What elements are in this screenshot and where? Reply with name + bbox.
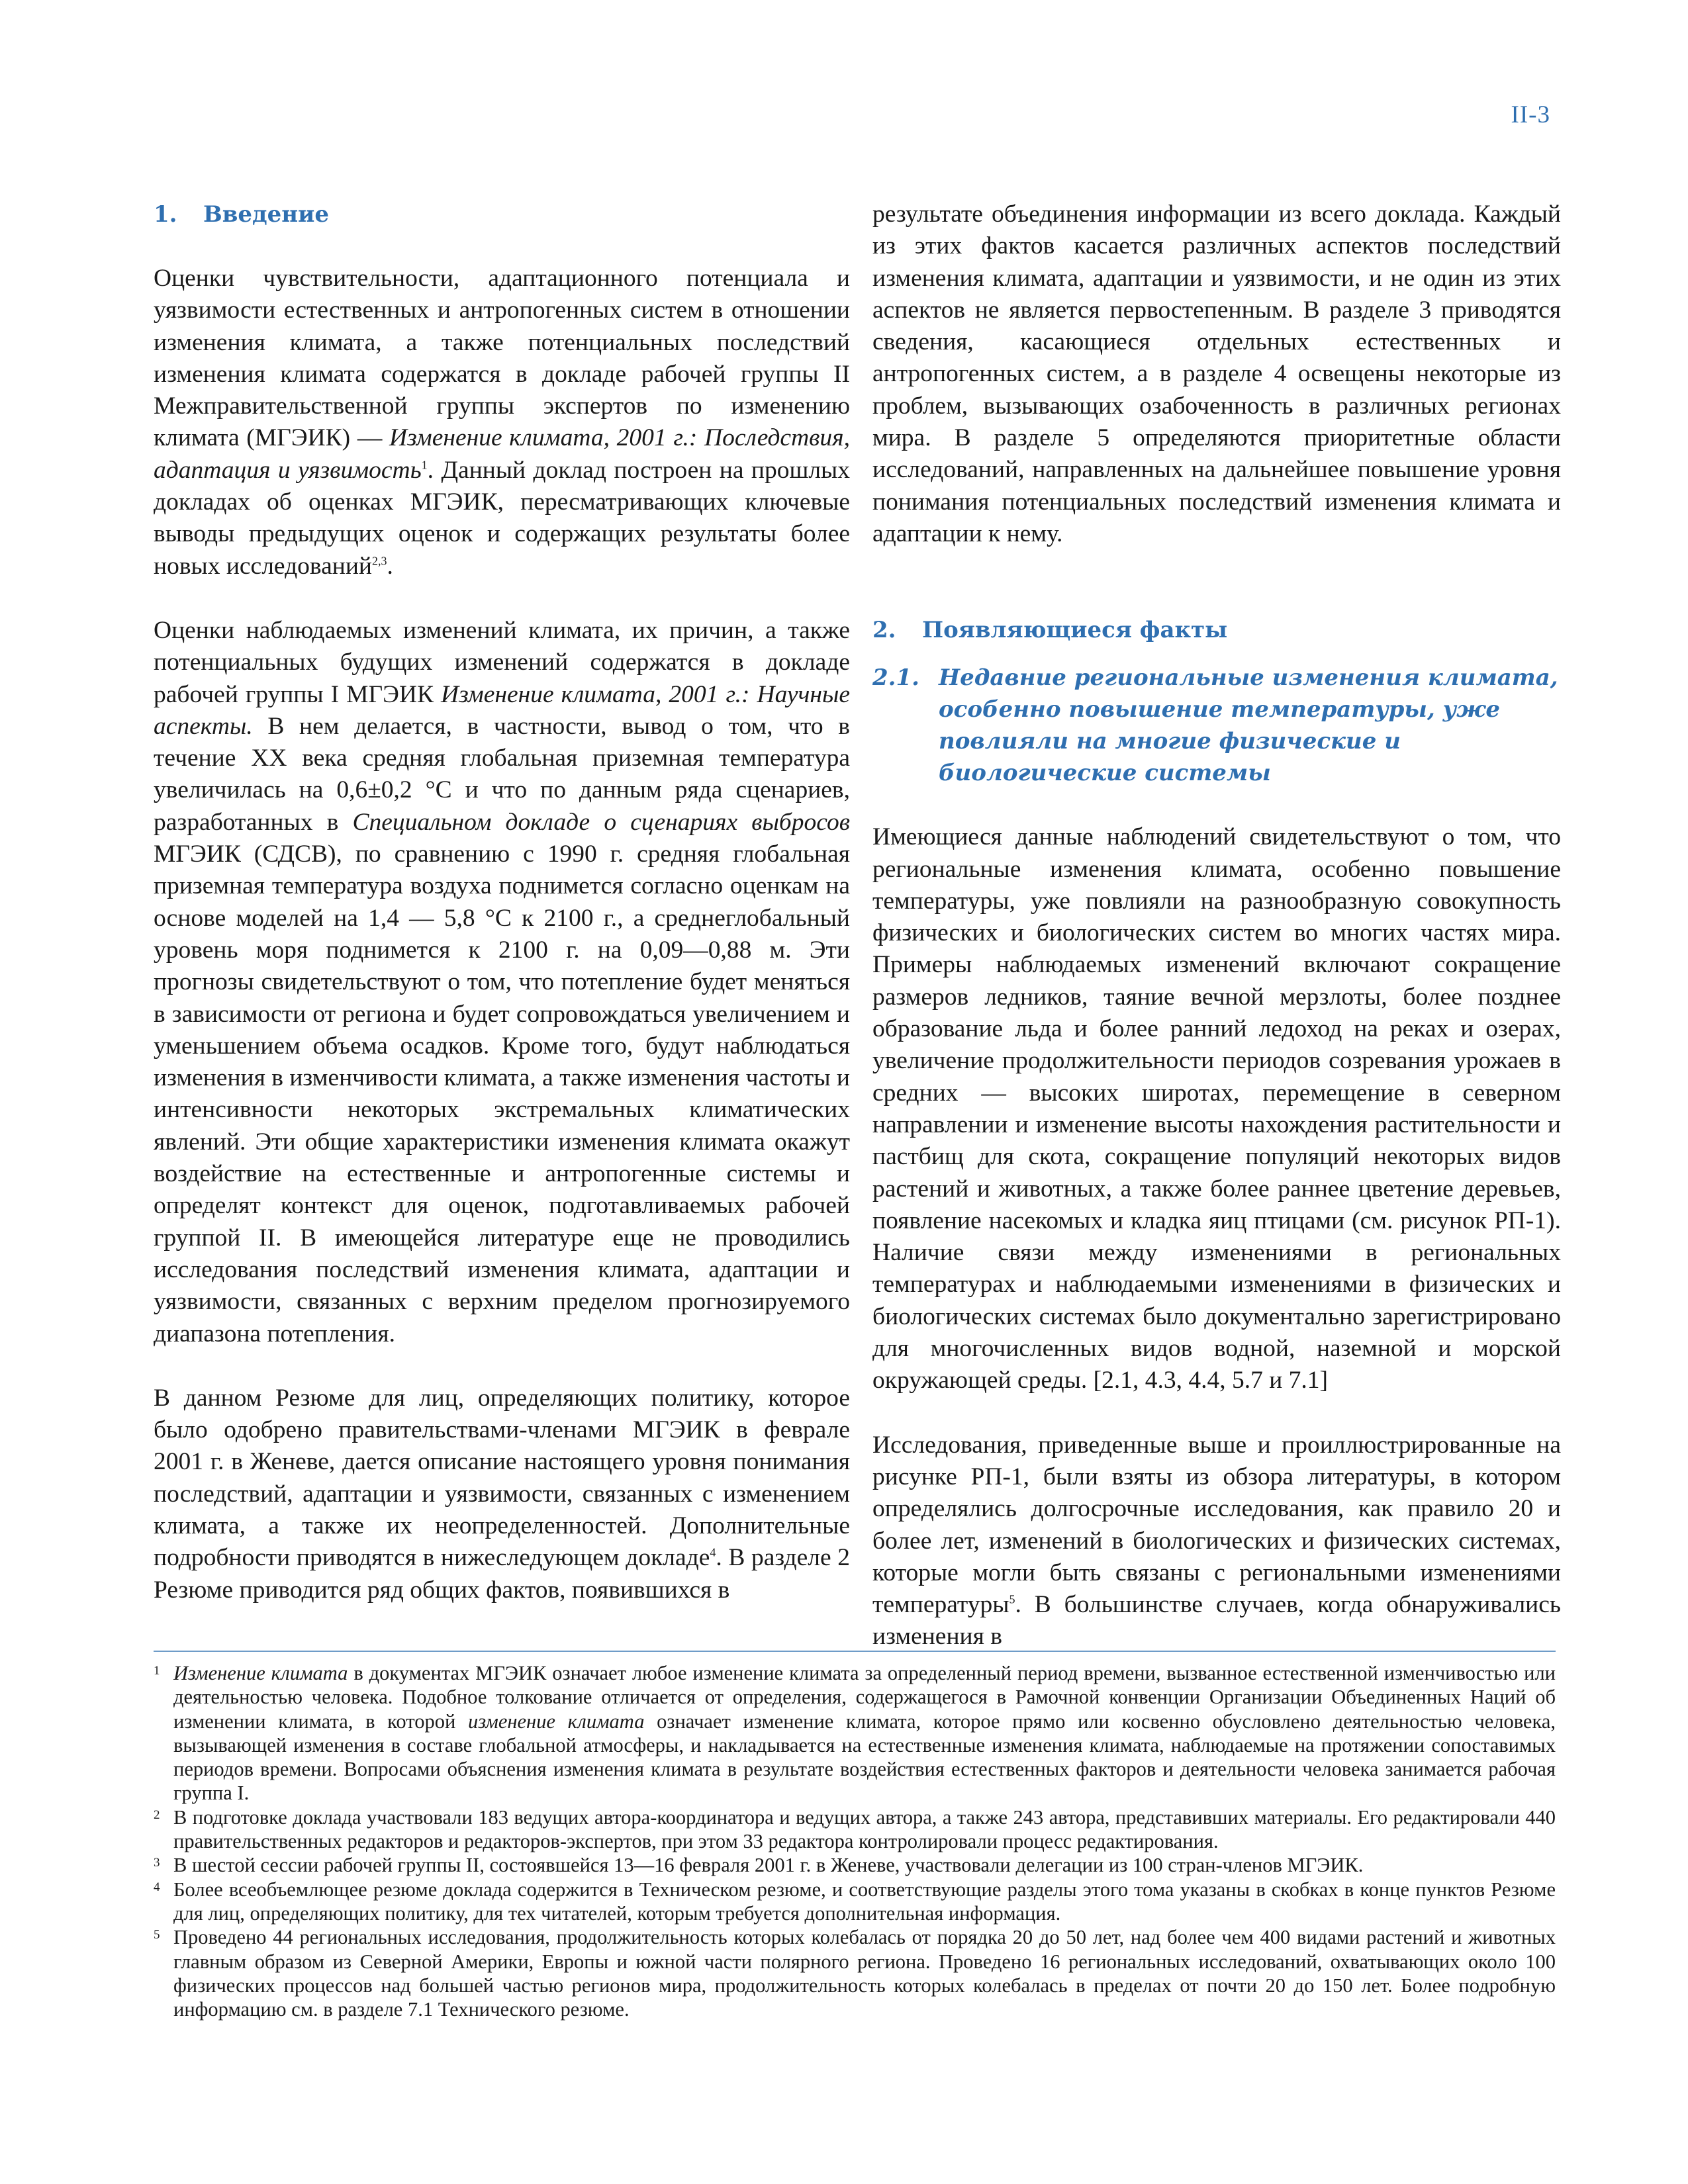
- footnote-ref: 2,3: [371, 554, 387, 568]
- page-number: II-3: [1511, 101, 1550, 128]
- footnote: 2 В подготовке доклада участвовали 183 ведущих автора-координатора и ведущих автора, а также 243 автора, представивших материалы. Его редактировали 440 правительственных редакторов и редакторов-экспертов, при этом 33 редактора контролировали процесс редактирования.: [154, 1805, 1556, 1853]
- footnote: 5 Проведено 44 региональных исследования, продолжительность которых колебалась от порядка 20 до 50 лет, над более чем 400 видами растений и животных главным образом из Северной Америки, Европы и южной части полярного региона. Проведено 16 региональных исследований, охватывающих около 100 физических процессов над большей частью регионов мира, продолжительность которых колебалась в пределах от почти 20 до 150 лет. Более подробную информацию см. в разделе 7.1 Технического резюме.: [154, 1926, 1556, 2021]
- footnote: 1 Изменение климата в документах МГЭИК означает любое изменение климата за определенный период времени, вызванное естественной изменчивостью или деятельностью человека. Подобное толкование отличается от определения, содержащегося в Рамочной конвенции Организации Объединенных Наций об изменении климата, в которой изменение климата означает изменение климата, которое прямо или косвенно обусловлено деятельностью человека, вызывающей изменения в составе глобальной атмосферы, и накладывается на естественные изменения климата, наблюдаемые на протяжении сопоставимых периодов времени. Вопросами объяснения изменения климата в результате воздействия естественных факторов и деятельности человека занимается рабочая группа I.: [154, 1662, 1556, 1805]
- footnote-mark: 4: [154, 1880, 160, 1894]
- section-heading-emerging-facts: [872, 614, 1561, 646]
- paragraph: Оценки наблюдаемых изменений климата, их причин, а также потенциальных будущих изменений содержатся в докладе рабочей группы I МГЭИК Изменение климата, 2001 г.: Научные аспекты. В нем делается, в частности, вывод о том, что в течение XX века средняя глобальная приземная температура увеличилась на 0,6±0,2 °C и что по данным ряда сценариев, разработанных в Специальном докладе о сценариях выбросов МГЭИК (СДСВ), по сравнению с 1990 г. средняя глобальная приземная температура воздуха поднимется согласно оценкам на основе моделей на 1,4 — 5,8 °C к 2100 г., а среднеглобальный уровень моря поднимется к 2100 г. на 0,09—0,88 м. Эти прогнозы свидетельствуют о том, что потепление будет меняться в зависимости от региона и будет сопровождаться увеличением и уменьшением объема осадков. Кроме того, будут наблюдаться изменения в изменчивости климата, а также изменения частоты и интенсивности некоторых экстремальных климатических явлений. Эти общие характеристики изменения климата окажут воздействие на естественные и антропогенные системы и определят контекст для оценок, подготавливаемых рабочей группой II. В имеющейся литературе еще не проводились исследования последствий изменения климата, адаптации и уязвимости, связанных с верхним пределом прогнозируемого диапазона потепления.: [154, 616, 851, 1347]
- paragraph: Имеющиеся данные наблюдений свидетельствуют о том, что региональные изменения климата, особенно повышение температуры, уже повлияли на разнообразную совокупность физических и биологических систем во многих частях мира. Примеры наблюдаемых изменений включают сокращение размеров ледников, таяние вечной мерзлоты, более позднее образование льда и более ранний ледоход на реках и озерах, увеличение продолжительности периодов созревания урожаев в средних — высоких широтах, перемещение в северном направлении и изменение высоты нахождения растительности и пастбищ для скота, сокращение популяций некоторых видов растений и животных, а также более раннее цветение деревьев, появление насекомых и кладка яиц птицами (см. рисунок РП-1). Наличие связи между изменениями в региональных температурах и наблюдаемыми изменениями в физических и биологических системах было документально зарегистрировано для многочисленных видов водной, наземной и морской окружающей среды. [2.1, 4.3, 4.4, 5.7 и 7.1]: [872, 823, 1561, 1394]
- section-title: Появляющиеся факты: [922, 617, 1228, 644]
- section-number: 2.: [872, 617, 896, 644]
- footnote-mark: 3: [154, 1856, 160, 1870]
- paragraph: Оценки чувствительности, адаптационного потенциала и уязвимости естественных и антропогенных систем в отношении изменения климата, а также потенциальных последствий изменения климата содержатся в докладе рабочей группы II Межправительственной группы экспертов по изменению климата (МГЭИК) — Изменение климата, 2001 г.: Последствия, адаптация и уязвимость$^1$. Данный доклад построен на прошлых докладах об оценках МГЭИК, пересматривающих ключевые выводы предыдущих оценок и содержащих результаты более новых исследований$^{2,3}$.: [154, 265, 850, 580]
- section-heading-introduction: [154, 199, 850, 230]
- footnote-mark: 1: [154, 1664, 160, 1678]
- subsection-number: 2.1.: [872, 664, 919, 692]
- paragraph: Исследования, приведенные выше и проиллюстрированные на рисунке РП-1, были взяты из обзора литературы, в котором определялись долгосрочные исследования, как правило 20 и более лет, изменений в биологических и физических системах, которые могли быть связаны с региональными изменениями температуры$^5$. В большинстве случаев, когда обнаруживались изменения в: [872, 1431, 1561, 1651]
- paragraph: В данном Резюме для лиц, определяющих политику, которое было одобрено правительствами-членами МГЭИК в феврале 2001 г. в Женеве, дается описание настоящего уровня понимания последствий, адаптации и уязвимости, связанных с изменением климата, а также их неопределенностей. Дополнительные подробности приводятся в нижеследующем докладе$^4$. В разделе 2 Резюме приводится ряд общих фактов, появившихся в: [154, 1384, 850, 1604]
- left-column: [154, 199, 850, 1606]
- subsection-heading: [872, 662, 1561, 789]
- right-column: [872, 199, 1561, 1653]
- section-title: Введение: [203, 201, 330, 228]
- footnote: 4 Более всеобъемлющее резюме доклада содержится в Техническом резюме, и соответствующие разделы этого тома указаны в скобках в конце пунктов Резюме для лиц, определяющих политику, для тех читателей, которым требуется дополнительная информация.: [154, 1878, 1556, 1925]
- footnote-mark: 2: [154, 1807, 160, 1822]
- subsection-title: Недавние региональные изменения климата, особенно повышение температуры, уже повлияли на многие физические и биологические системы: [939, 664, 1558, 787]
- footnote-ref: 4: [710, 1545, 716, 1559]
- footnote-ref: 5: [1009, 1592, 1015, 1606]
- paragraph: результате объединения информации из всего доклада. Каждый из этих фактов касается различных аспектов последствий изменения климата, адаптации и уязвимости, и не один из этих аспектов не является первостепенным. В разделе 3 приводятся сведения, касающиеся отдельных естественных и антропогенных систем, а в разделе 4 освещены некоторые из проблем, вызывающих озабоченность в различных регионах мира. В разделе 5 определяются приоритетные области исследований, направленных на дальнейшее повышение уровня понимания потенциальных последствий изменения климата и адаптации к нему.: [872, 201, 1561, 547]
- footnote-ref: 1: [421, 458, 428, 472]
- footnote: 3 В шестой сессии рабочей группы II, состоявшейся 13—16 февраля 2001 г. в Женеве, участвовали делегации из 100 стран-членов МГЭИК.: [154, 1854, 1364, 1877]
- footnote-mark: 5: [154, 1928, 160, 1942]
- section-number: 1.: [154, 201, 177, 228]
- footnotes: [154, 1651, 1556, 2021]
